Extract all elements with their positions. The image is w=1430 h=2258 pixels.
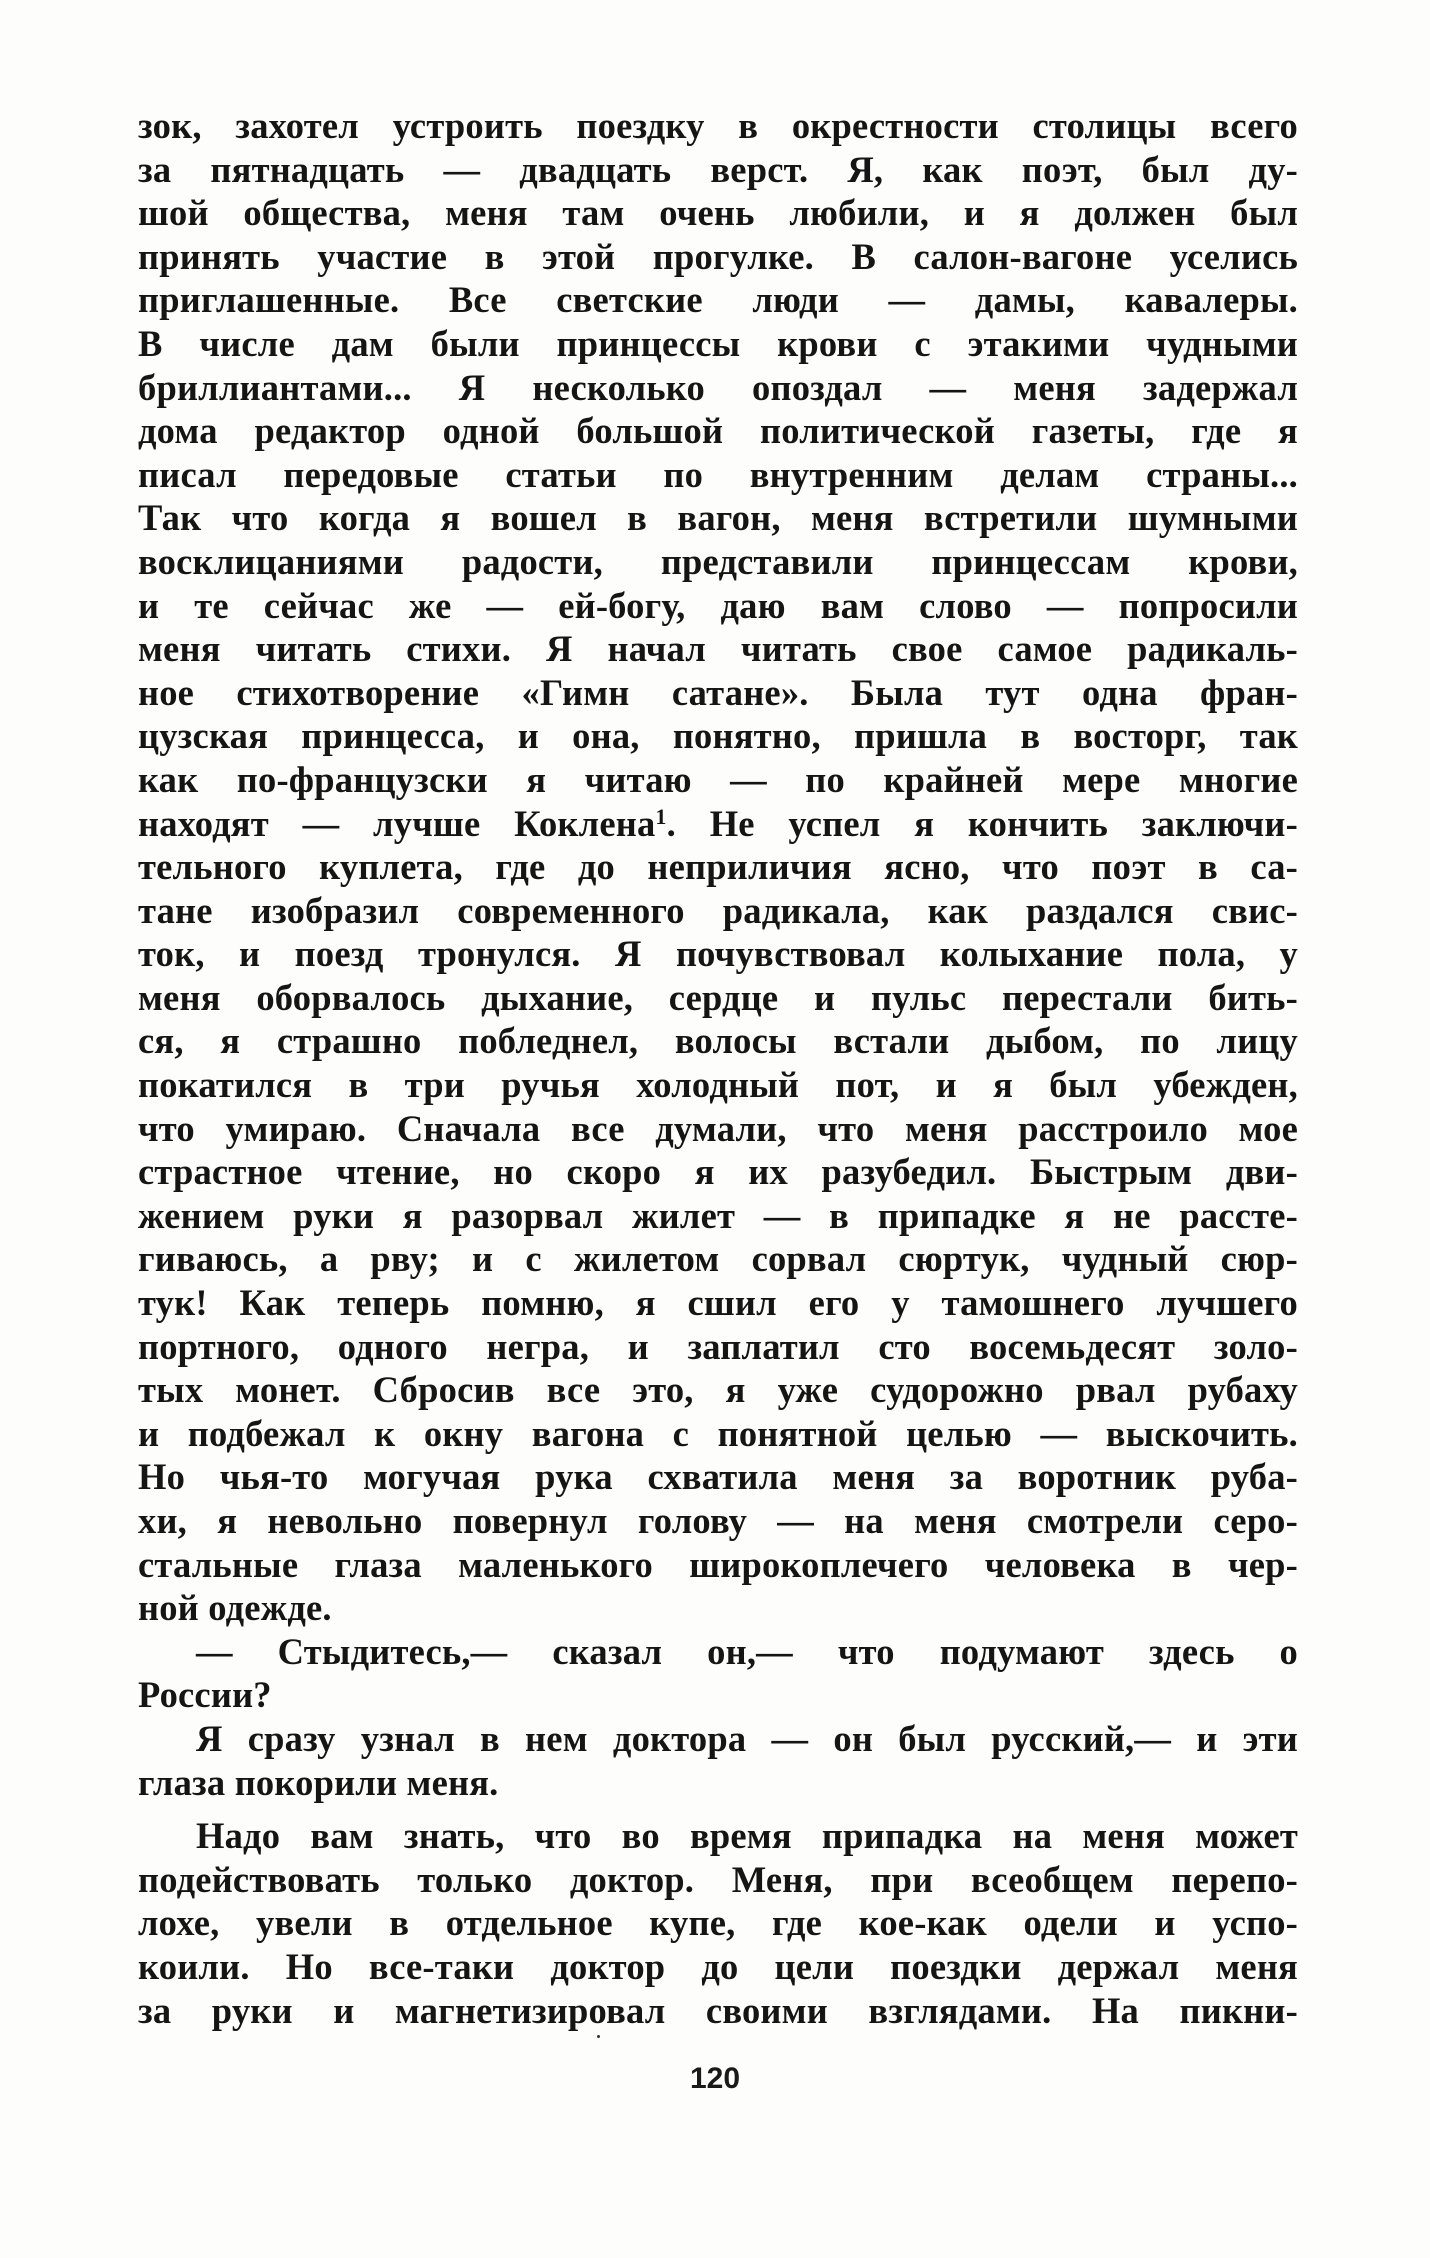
text-line: дома редактор одной большой политической газеты, где я (138, 410, 1298, 452)
text-line: бриллиантами... Я несколько опоздал — меня задержал (138, 366, 1298, 408)
text-line: Надо вам знать, что во время припадка на меня может (196, 1815, 1298, 1857)
text-line: восклицаниями радости, представили принцессам крови, (138, 540, 1298, 582)
text-line-part: . Не успел я кончить заключи- (666, 802, 1299, 844)
footnote-marker: 1 (655, 803, 667, 829)
text-line: тане изобразил современного радикала, как раздался свис- (138, 889, 1298, 931)
text-line: Я сразу узнал в нем доктора — он был русский,— и эти (196, 1717, 1298, 1759)
text-line: ной одежде. (138, 1587, 332, 1629)
text-line: коили. Но все-таки доктор до цели поездки держал меня (138, 1945, 1298, 1987)
text-line: и те сейчас же — ей-богу, даю вам слово — попросили (138, 584, 1298, 626)
text-line: глаза покорили меня. (138, 1761, 499, 1803)
text-line: стальные глаза маленького широкоплечего человека в чер- (138, 1543, 1298, 1585)
body-text (138, 104, 1298, 2032)
text-line (138, 802, 1298, 846)
text-line-part: находят — лучше Коклена (138, 802, 656, 844)
text-line: портного, одного негра, и заплатил сто восемьдесят золо- (138, 1325, 1298, 1367)
text-line: Но чья-то могучая рука схватила меня за воротник руба- (138, 1456, 1298, 1498)
text-line: шой общества, меня там очень любили, и я должен был (138, 192, 1298, 234)
text-line: России? (138, 1674, 272, 1716)
page-number: 120 (689, 2062, 741, 2095)
text-line: тук! Как теперь помню, я сшил его у тамошнего лучшего (138, 1282, 1298, 1324)
text-line: за пятнадцать — двадцать верст. Я, как поэт, был ду- (138, 148, 1298, 190)
text-line: гиваюсь, а рву; и с жилетом сорвал сюртук, чудный сюр- (138, 1238, 1298, 1280)
text-line: Так что когда я вошел в вагон, меня встретили шумными (138, 497, 1298, 539)
text-line: ток, и поезд тронулся. Я почувствовал колыхание пола, у (138, 933, 1298, 975)
text-line: лохе, увели в отдельное купе, где кое-как одели и успо- (138, 1902, 1298, 1944)
text-line: тельного куплета, где до неприличия ясно, что поэт в са- (138, 846, 1298, 888)
text-line: жением руки я разорвал жилет — в припадке я не расстe- (138, 1194, 1298, 1236)
text-line: приглашенные. Все светские люди — дамы, кавалеры. (138, 279, 1298, 321)
text-line: писал передовые статьи по внутренним делам страны... (138, 453, 1298, 495)
text-line: как по-французски я читаю — по крайней мере многие (138, 758, 1298, 800)
print-speck (597, 2035, 600, 2038)
text-line: меня читать стихи. Я начал читать свое самое радикаль- (138, 628, 1298, 670)
text-line: — Стыдитесь,— сказал он,— что подумают здесь о (196, 1630, 1298, 1672)
text-line: что умираю. Сначала все думали, что меня расстроило мое (138, 1107, 1298, 1149)
text-line: подействовать только доктор. Меня, при всеобщем перепо- (138, 1858, 1298, 1900)
text-line: ное стихотворение «Гимн сатане». Была тут одна фран- (138, 671, 1298, 713)
text-line: и подбежал к окну вагона с понятной целью — выскочить. (138, 1412, 1298, 1454)
text-line: зок, захотел устроить поездку в окрестности столицы всего (138, 105, 1298, 146)
text-line: цузская принцесса, и она, понятно, пришла в восторг, так (138, 715, 1298, 757)
text-line: покатился в три ручья холодный пот, и я был убежден, (138, 1064, 1298, 1106)
text-line: страстное чтение, но скоро я их разубедил. Быстрым дви- (138, 1151, 1298, 1193)
text-line: принять участие в этой прогулке. В салон-вагоне уселись (138, 235, 1298, 277)
text-line: меня оборвалось дыхание, сердце и пульс перестали бить- (138, 976, 1298, 1018)
text-line: тых монет. Сбросив все это, я уже судорожно рвал рубаху (138, 1369, 1298, 1411)
text-line: ся, я страшно побледнел, волосы встали дыбом, по лицу (138, 1020, 1298, 1062)
text-line: хи, я невольно повернул голову — на меня смотрели серо- (138, 1500, 1298, 1541)
text-line: за руки и магнетизировал своими взглядами. На пикни- (138, 1989, 1298, 2031)
text-line: В числе дам были принцессы крови с этакими чудными (138, 322, 1298, 364)
